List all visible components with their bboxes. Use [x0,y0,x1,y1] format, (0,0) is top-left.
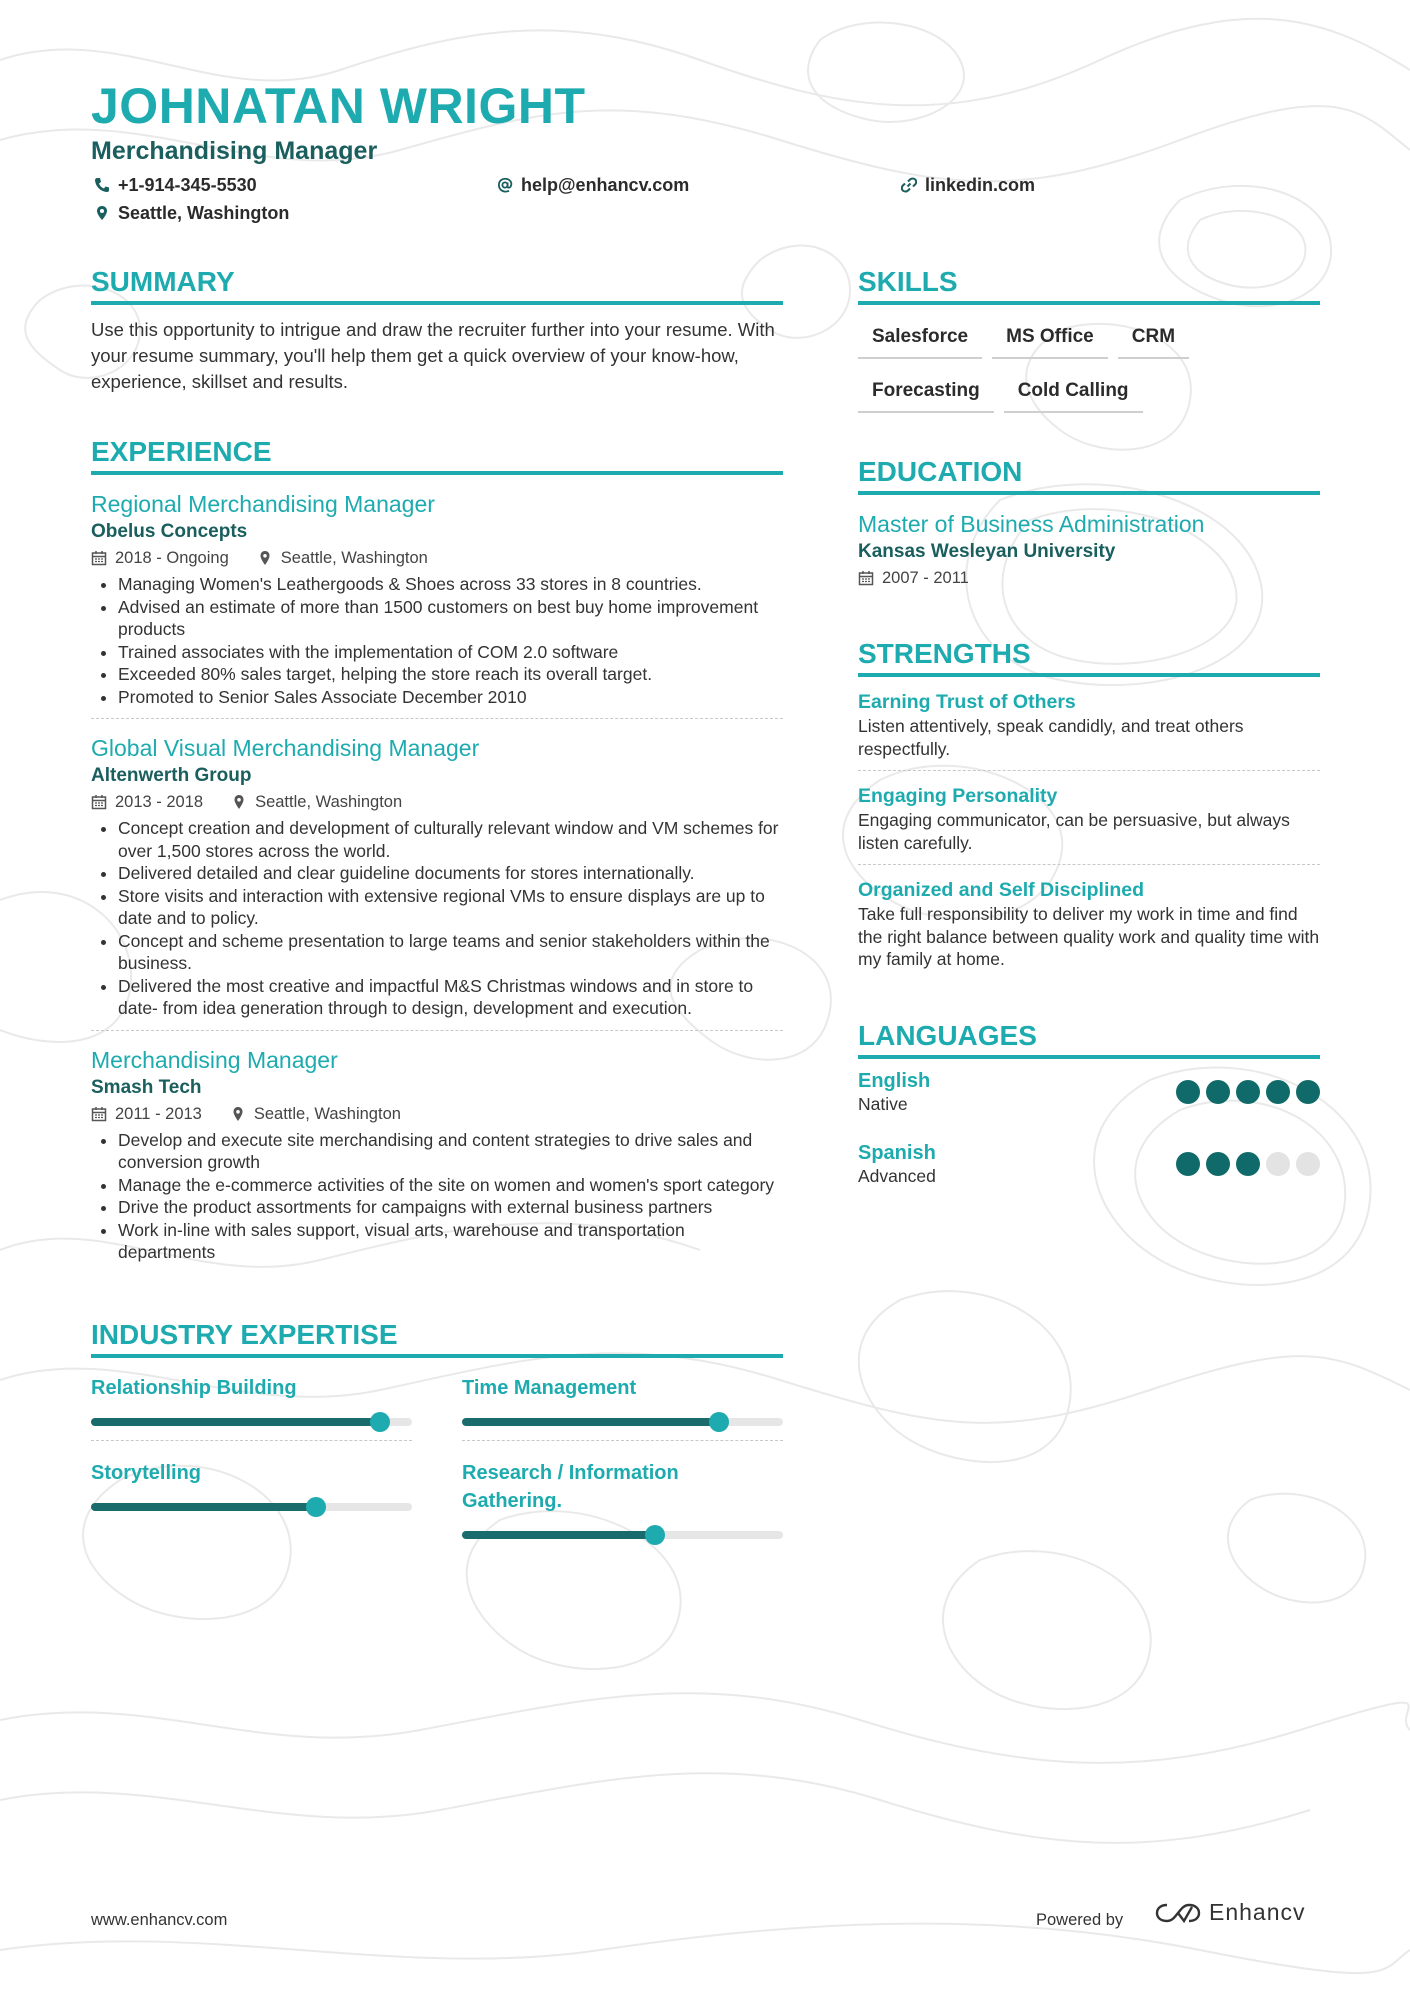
experience-heading: EXPERIENCE [91,435,783,475]
expertise-bar-fill [462,1418,719,1426]
expertise-bar-knob [306,1497,326,1517]
strength-description: Take full responsibility to deliver my work in time and find the right balance between quality work and quality time with my family at home. [858,904,1320,969]
footer-brand-text: Enhancv [1209,1899,1306,1925]
job-meta [91,789,783,815]
rating-dot [1176,1080,1200,1104]
language-name: Spanish [858,1141,936,1164]
strength-item [858,783,1320,865]
strength-title: Engaging Personality [858,785,1058,807]
expertise-label: Relationship Building [91,1376,297,1399]
experience-entry [91,733,783,1031]
strength-description: Engaging communicator, can be persuasive, but always listen carefully. [858,810,1290,853]
languages-heading: LANGUAGES [858,1019,1320,1059]
rating-dot [1266,1080,1290,1104]
company-name: Smash Tech [91,1076,202,1098]
language-level: Native [858,1093,908,1114]
job-title: Regional Merchandising Manager [91,491,435,517]
skills-heading: SKILLS [858,265,1320,305]
job-location [257,545,428,571]
rating-dot [1206,1080,1230,1104]
job-bullets [91,1129,783,1264]
language-rating [1176,1080,1320,1104]
calendar-icon [91,550,107,566]
education-school: Kansas Wesleyan University [858,541,1116,562]
industry-expertise-heading: INDUSTRY EXPERTISE [91,1318,783,1358]
job-dates: 2011 - 2013 [115,1104,202,1123]
education-dates: 2007 - 2011 [882,569,969,587]
expertise-item [91,1455,412,1553]
enhancv-logo-icon [1155,1901,1201,1925]
rating-dot [1206,1152,1230,1176]
skill-tag: Cold Calling [1004,373,1143,413]
experience-entry [91,489,783,719]
expertise-bar [91,1418,412,1426]
company-name: Obelus Concepts [91,521,248,542]
strength-description: Listen attentively, speak candidly, and treat others respectfully. [858,716,1244,759]
strengths-heading: STRENGTHS [858,637,1320,677]
contact-website[interactable] [901,174,1035,196]
expertise-item [462,1370,783,1441]
location-pin-icon [230,1106,246,1122]
footer-url[interactable]: www.enhancv.com [91,1911,228,1929]
calendar-icon [858,570,874,586]
location-text: Seattle, Washington [118,203,290,223]
industry-expertise-grid [91,1370,783,1553]
calendar-icon [91,794,107,810]
expertise-bar [462,1531,783,1539]
strength-title: Organized and Self Disciplined [858,879,1145,901]
bullet-item: • Concept creation and development of culturally relevant window and VM schemes for over 1,500 stores across the world. [118,817,783,862]
entry-divider [858,770,1320,771]
summary-heading: SUMMARY [91,265,783,305]
strength-title: Earning Trust of Others [858,691,1076,713]
candidate-role: Merchandising Manager [91,137,378,165]
job-location [230,1101,401,1127]
rating-dot [1296,1080,1320,1104]
entry-divider [91,1030,783,1031]
entry-divider [91,718,783,719]
bullet-item: • Work in-line with sales support, visual arts, warehouse and transportation departments [118,1219,783,1264]
link-icon [901,177,917,193]
rating-dot [1176,1152,1200,1176]
bullet-item: • Concept and scheme presentation to large teams and senior stakeholders within the business. [118,930,783,975]
left-column [91,265,783,1553]
language-item [858,1123,1320,1195]
rating-dot [1236,1080,1260,1104]
rating-dot [1266,1152,1290,1176]
phone-icon [94,177,110,193]
job-meta [91,1101,783,1127]
skill-tag: Salesforce [858,319,982,359]
expertise-label: Storytelling [91,1461,202,1484]
job-title: Merchandising Manager [91,1046,338,1073]
candidate-name: JOHNATAN WRIGHT [91,78,586,134]
website-text: linkedin.com [925,175,1036,195]
job-location-text: Seattle, Washington [253,1104,401,1123]
language-level: Advanced [858,1165,936,1186]
expertise-label: Time Management [462,1376,637,1399]
expertise-bar-fill [91,1418,380,1426]
education-degree: Master of Business Administration [858,511,1205,537]
entry-divider [858,864,1320,865]
expertise-item [91,1370,412,1441]
bullet-item: • Store visits and interaction with extensive regional VMs to ensure displays are up to date and to policy. [118,885,783,930]
bullet-item: • Managing Women's Leathergoods & Shoes across 33 stores in 8 countries. [118,573,783,596]
job-bullets [91,817,783,1020]
email-text: help@enhancv.com [521,175,690,195]
at-icon [497,177,513,193]
right-column [858,265,1320,1195]
job-meta [91,545,783,571]
contact-phone[interactable] [94,174,257,196]
calendar-icon [91,1106,107,1122]
bullet-item: • Advised an estimate of more than 1500 customers on best buy home improvement products [118,596,783,641]
bullet-item: • Trained associates with the implementation of COM 2.0 software [118,641,783,664]
contact-location [94,202,289,224]
expertise-bar-knob [709,1412,729,1432]
skills-list [858,319,1320,413]
language-rating [1176,1152,1320,1176]
skill-tag: Forecasting [858,373,994,413]
job-dates: 2013 - 2018 [115,793,204,811]
bullet-item: • Delivered detailed and clear guideline documents for stores internationally. [118,862,783,885]
bullet-item: • Manage the e-commerce activities of the site on women and women's sport category [118,1174,783,1197]
expertise-bar-fill [462,1531,655,1539]
location-pin-icon [257,550,273,566]
bullet-item: • Develop and execute site merchandising and content strategies to drive sales and conversion growth [118,1129,783,1174]
phone-text: +1-914-345-5530 [118,175,257,195]
rating-dot [1236,1152,1260,1176]
job-title: Global Visual Merchandising Manager [91,735,480,761]
expertise-item [462,1455,783,1553]
expertise-bar-fill [91,1503,316,1511]
expertise-label: Research / Information Gathering. [462,1461,679,1512]
job-dates: 2018 - Ongoing [115,549,229,567]
rating-dot [1296,1152,1320,1176]
contact-email[interactable] [497,174,689,196]
bullet-item: • Promoted to Senior Sales Associate December 2010 [118,686,783,709]
experience-entry [91,1045,783,1264]
location-pin-icon [231,794,247,810]
footer-brand[interactable] [1155,1899,1306,1926]
education-meta [858,565,1320,591]
skill-tag: MS Office [992,319,1108,359]
company-name: Altenwerth Group [91,765,252,786]
strength-item [858,689,1320,771]
education-heading: EDUCATION [858,455,1320,495]
summary-text: Use this opportunity to intrigue and draw the recruiter further into your resume. With your resume summary, you'll help them get a quick overview of your know-how, experience, skillset and results. [91,319,775,392]
expertise-bar-knob [370,1412,390,1432]
expertise-bar [462,1418,783,1426]
job-location-text: Seattle, Washington [255,793,403,811]
bullet-item: • Drive the product assortments for campaigns with external business partners [118,1196,783,1219]
expertise-bar-knob [645,1525,665,1545]
location-pin-icon [94,205,110,221]
job-location-text: Seattle, Washington [280,549,428,567]
language-item [858,1059,1320,1123]
bullet-item: • Exceeded 80% sales target, helping the store reach its overall target. [118,663,783,686]
job-bullets [91,573,783,708]
expertise-bar [91,1503,412,1511]
language-name: English [858,1069,931,1092]
strength-item [858,877,1320,971]
bullet-item: • Delivered the most creative and impactful M&S Christmas windows and in store to date- from idea generation through to design, development and execution. [118,975,783,1020]
job-location [231,789,402,815]
skill-tag: CRM [1118,319,1189,359]
footer-powered-by: Powered by [1036,1911,1124,1929]
